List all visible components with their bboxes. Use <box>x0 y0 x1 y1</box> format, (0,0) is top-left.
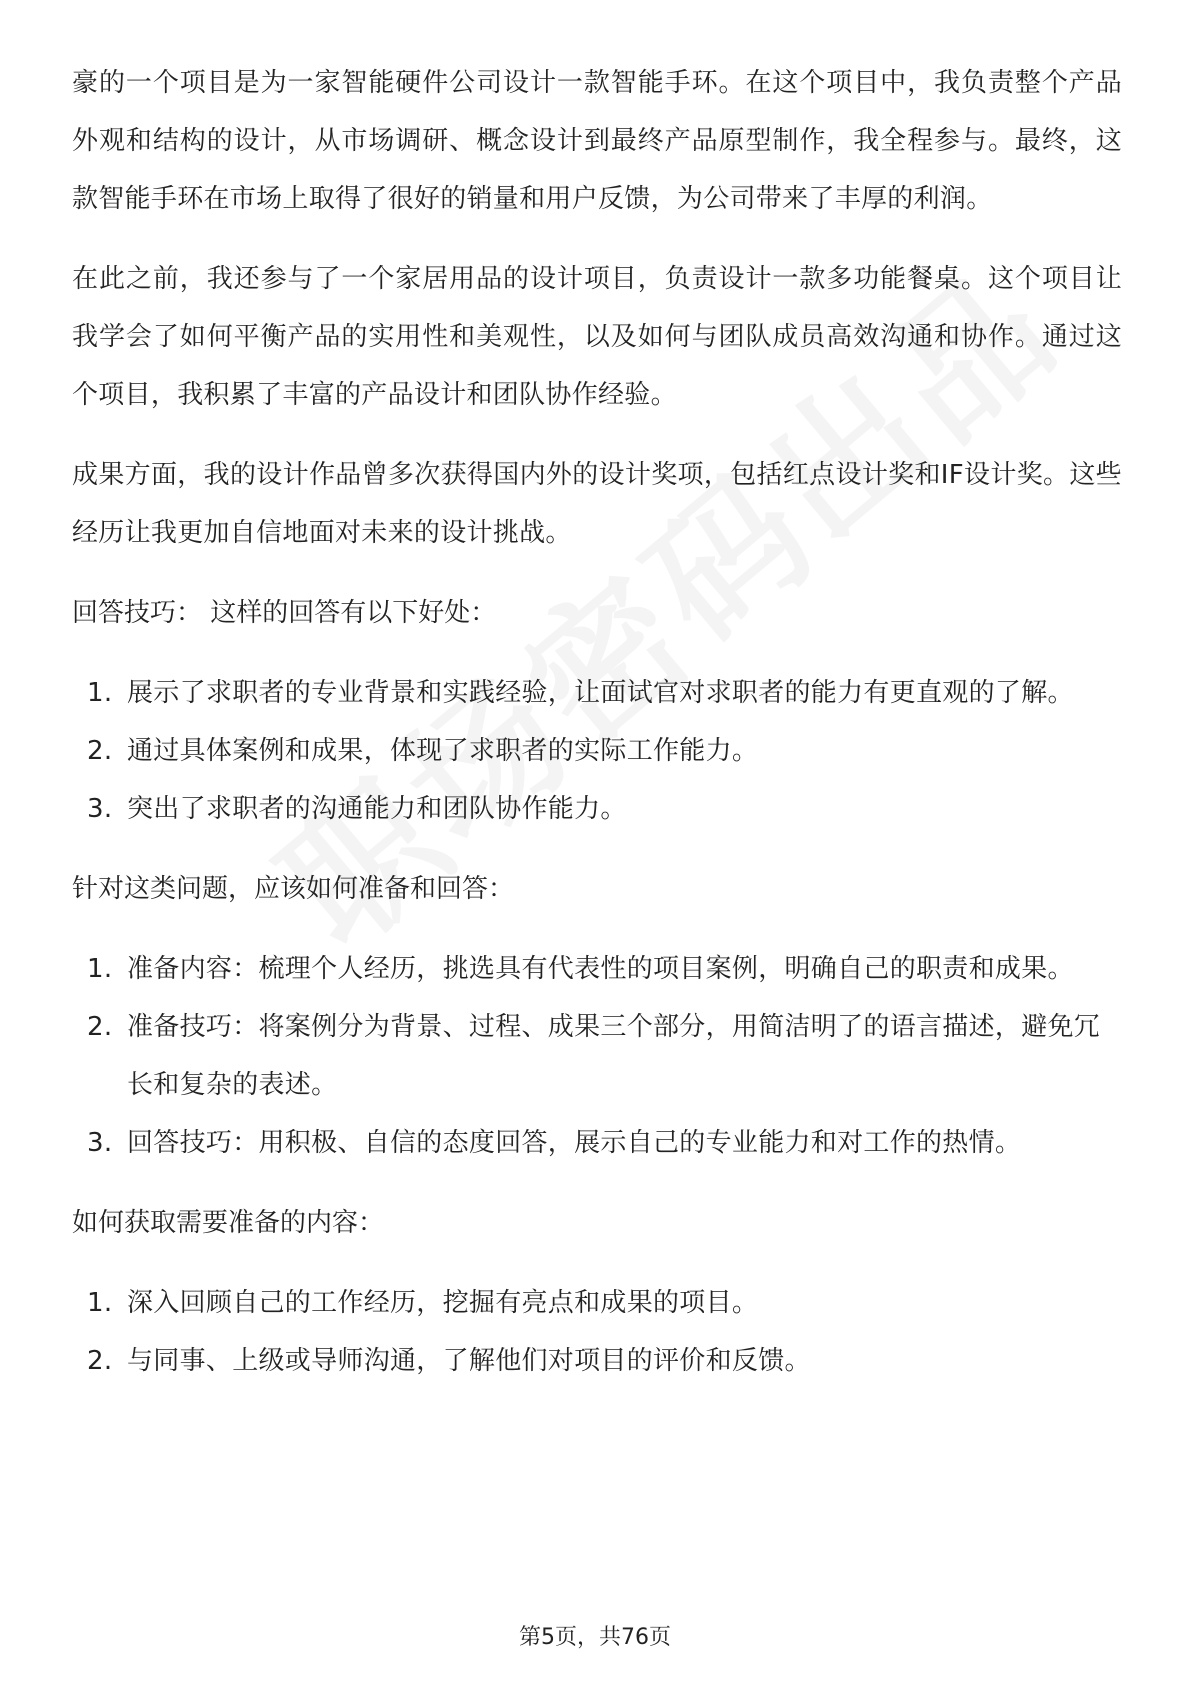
list-item <box>72 1332 1122 1390</box>
list-item-text: 与同事、上级或导师沟通，了解他们对项目的评价和反馈。 <box>127 1346 811 1376</box>
section-heading-answer-tips: 回答技巧： 这样的回答有以下好处： <box>72 598 497 628</box>
list-item-text: 深入回顾自己的工作经历，挖掘有亮点和成果的项目。 <box>127 1288 759 1318</box>
list-number: 1. <box>87 678 113 708</box>
list-item <box>72 780 1122 838</box>
list-item-text: 准备技巧：将案例分为背景、过程、成果三个部分，用简洁明了的语言描述，避免冗长和复杂的表述。 <box>127 1012 1101 1100</box>
list-item <box>72 664 1122 722</box>
list-gather-steps <box>72 1274 1122 1390</box>
list-item <box>72 940 1122 998</box>
list-item-text: 突出了求职者的沟通能力和团队协作能力。 <box>127 794 627 824</box>
list-item-text: 准备内容：梳理个人经历，挑选具有代表性的项目案例，明确自己的职责和成果。 <box>127 954 1074 984</box>
list-item <box>72 1114 1122 1172</box>
list-number: 2. <box>87 1346 113 1376</box>
page-number-footer: 第5页，共76页 <box>519 1625 671 1650</box>
list-number: 2. <box>87 736 113 766</box>
list-number: 3. <box>87 1128 113 1158</box>
list-item-text: 回答技巧：用积极、自信的态度回答，展示自己的专业能力和对工作的热情。 <box>127 1128 1022 1158</box>
list-answer-benefits <box>72 664 1122 838</box>
list-number: 3. <box>87 794 113 824</box>
list-item-text: 展示了求职者的专业背景和实践经验，让面试官对求职者的能力有更直观的了解。 <box>127 678 1074 708</box>
list-number: 1. <box>87 1288 113 1318</box>
paragraph-project-smart-band: 豪的一个项目是为一家智能硬件公司设计一款智能手环。在这个项目中，我负责整个产品外观和结构的设计，从市场调研、概念设计到最终产品原型制作，我全程参与。最终，这款智能手环在市场上取得了很好的销量和用户反馈，为公司带来了丰厚的利润。 <box>72 68 1122 214</box>
paragraph-project-dining-table: 在此之前，我还参与了一个家居用品的设计项目，负责设计一款多功能餐桌。这个项目让我学会了如何平衡产品的实用性和美观性，以及如何与团队成员高效沟通和协作。通过这个项目，我积累了丰富的产品设计和团队协作经验。 <box>72 264 1122 410</box>
section-heading-gather-content: 如何获取需要准备的内容： <box>72 1208 385 1238</box>
section-heading-how-to-prepare: 针对这类问题，应该如何准备和回答： <box>72 874 515 904</box>
list-item <box>72 998 1122 1114</box>
list-number: 1. <box>87 954 113 984</box>
list-item <box>72 1274 1122 1332</box>
list-number: 2. <box>87 1012 113 1042</box>
list-preparation-steps <box>72 940 1122 1172</box>
document-content <box>72 54 1122 1412</box>
paragraph-achievements: 成果方面，我的设计作品曾多次获得国内外的设计奖项，包括红点设计奖和IF设计奖。这些经历让我更加自信地面对未来的设计挑战。 <box>72 460 1122 548</box>
list-item-text: 通过具体案例和成果，体现了求职者的实际工作能力。 <box>127 736 759 766</box>
list-item <box>72 722 1122 780</box>
